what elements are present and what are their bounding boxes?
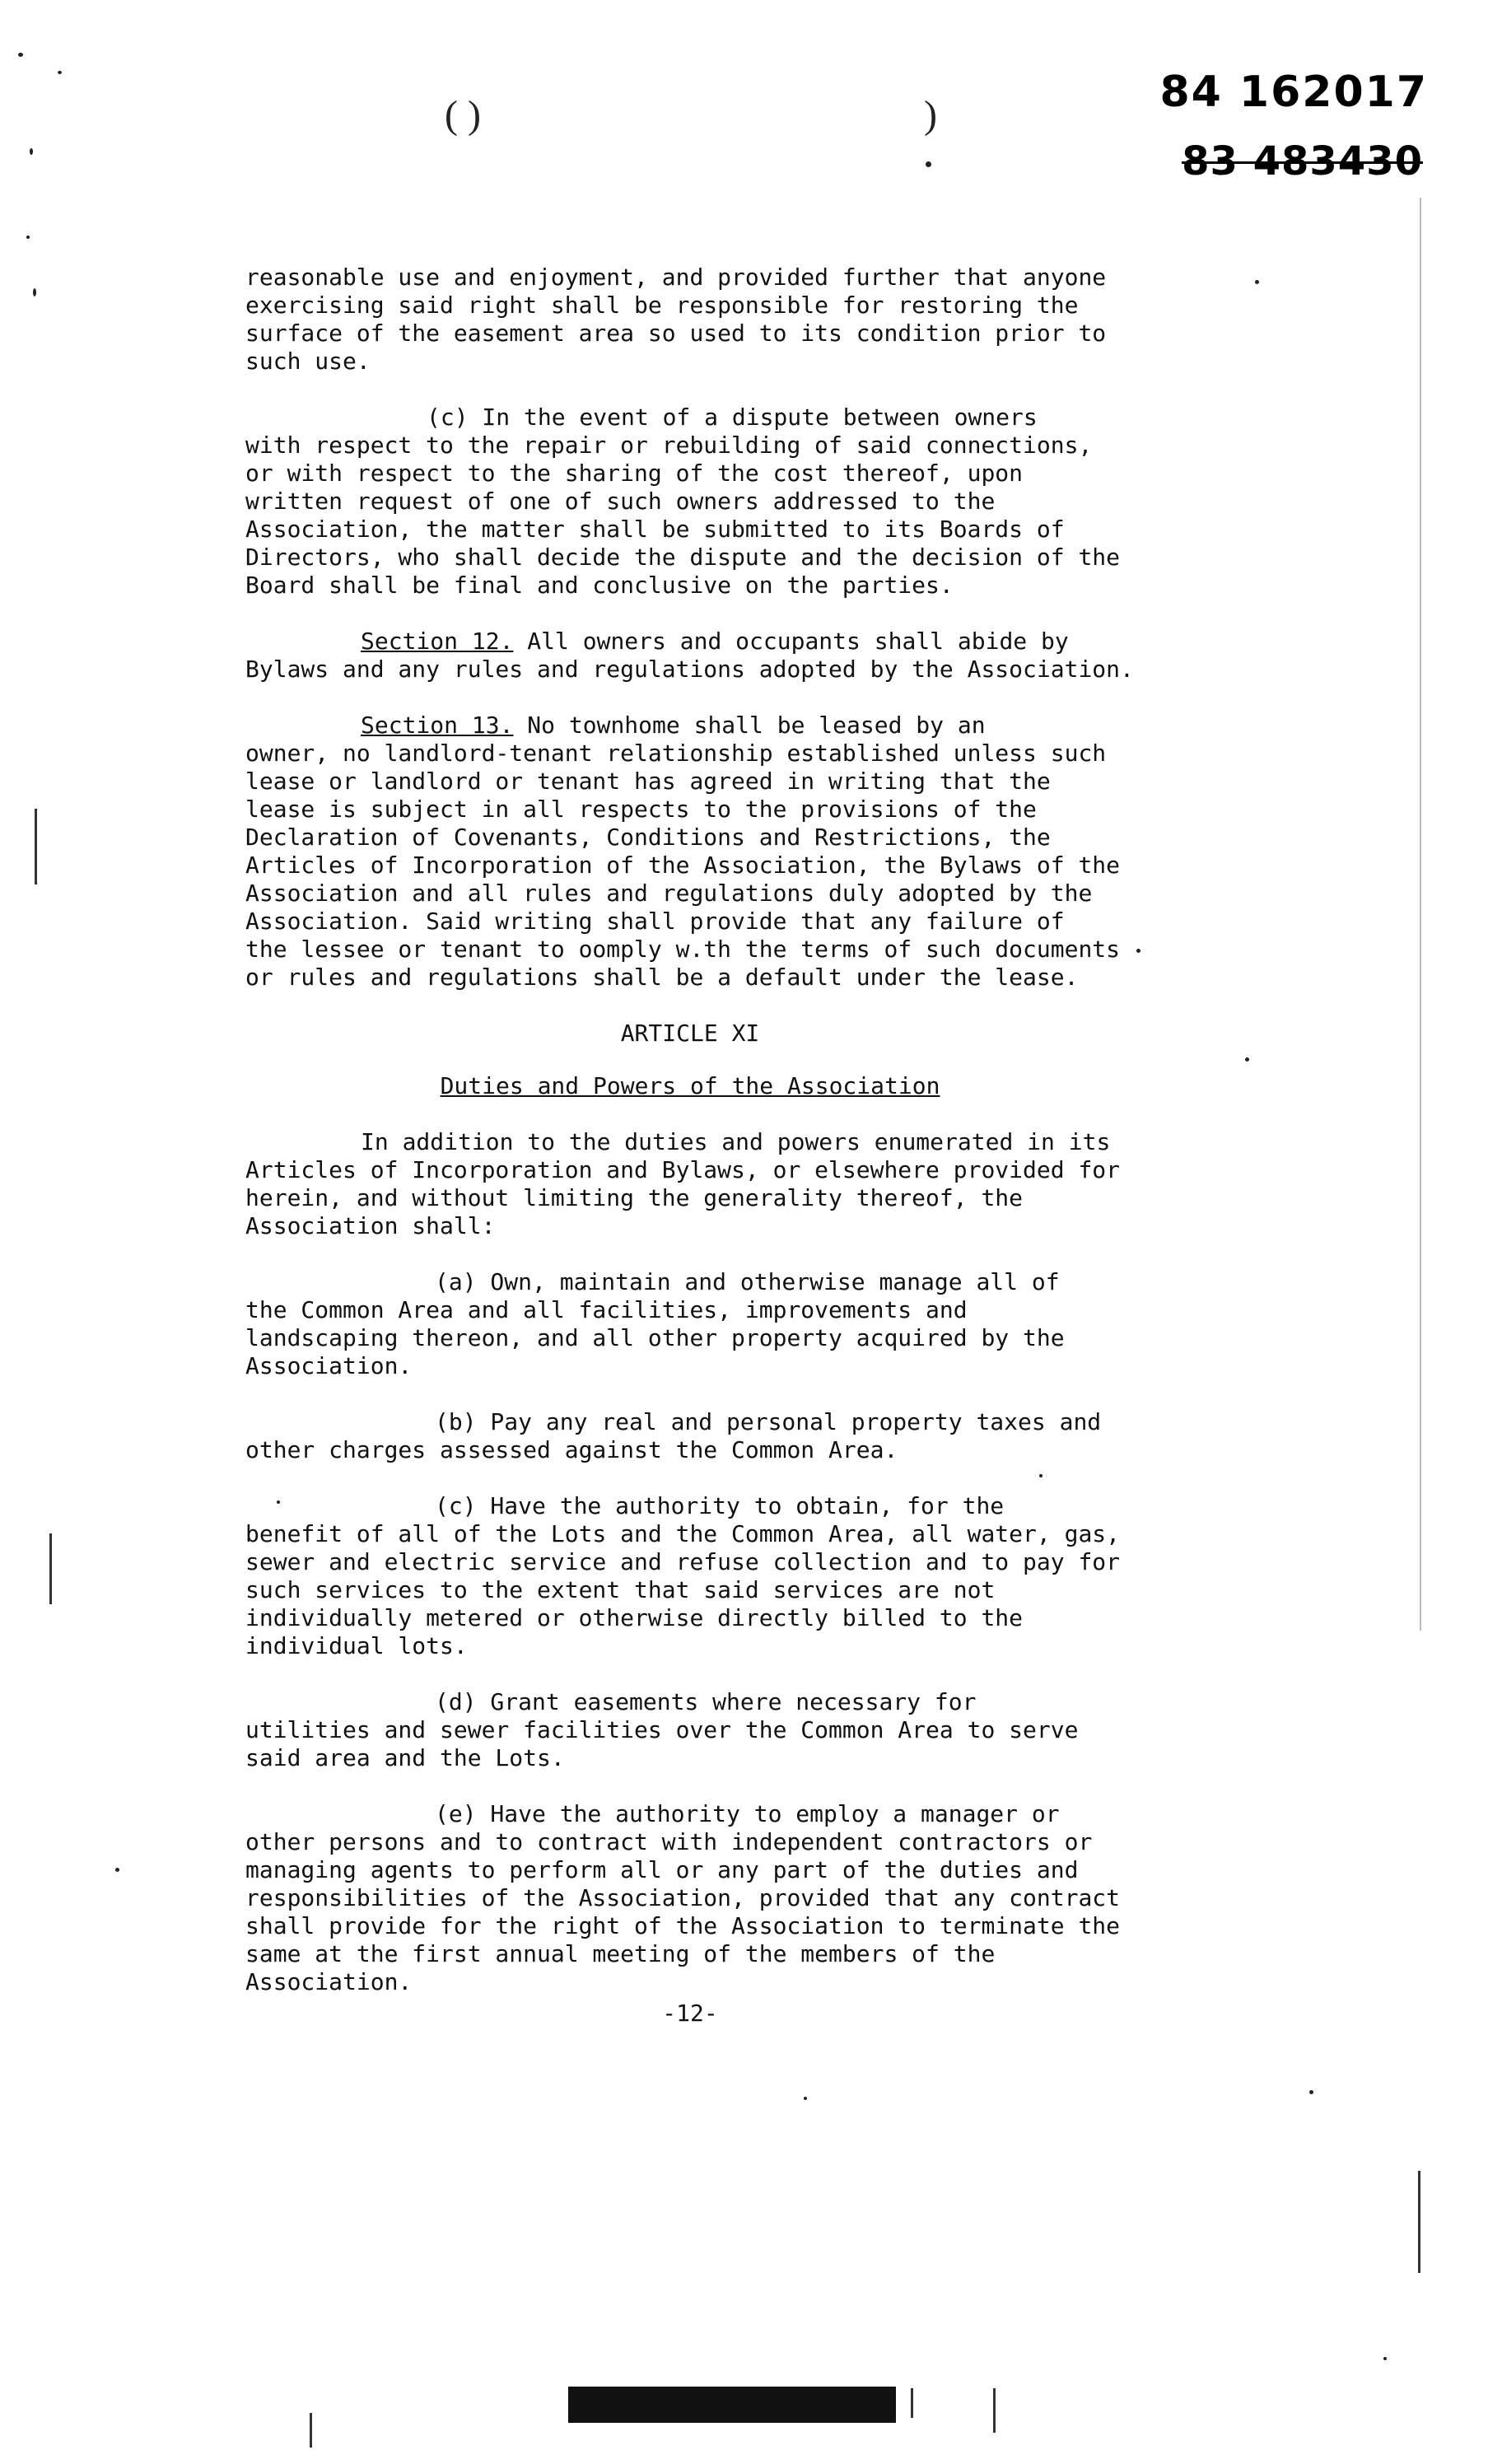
duty-e [245, 1800, 1135, 1996]
scan-speck [30, 148, 33, 155]
duty-c [245, 1492, 1135, 1660]
left-parenthesis-mark: ( ) [445, 93, 481, 137]
scan-margin-mark [310, 2413, 312, 2448]
document-number-bottom: 83 483430 [1182, 138, 1423, 184]
scan-margin-mark [35, 809, 37, 884]
scan-speck [926, 161, 931, 167]
scan-speck [33, 288, 36, 296]
article-number: ARTICLE XI [620, 1020, 760, 1047]
duty-d [245, 1688, 1135, 1772]
scan-speck [277, 1500, 280, 1504]
paragraph-continuation: reasonable use and enjoyment, and provided further that anyone exercising said right shall be responsible for restoring the surface of the easement area so used to its condition prior to such use. [245, 264, 1107, 375]
scan-speck [1309, 2090, 1313, 2094]
scan-margin-mark [1418, 2171, 1420, 2273]
document-number-top: 84 162017 [1159, 68, 1428, 117]
paragraph-c-dispute [245, 404, 1135, 600]
duty-b-text: (b) Pay any real and personal property taxes and other charges assessed against the Common Area. [245, 1408, 1102, 1463]
scan-noise-bar [568, 2387, 896, 2423]
article-intro-text: In addition to the duties and powers enumerated in its Articles of Incorporation and Bylaws, or elsewhere provided for herein, and without limiting the generality thereof, the Association shall: [245, 1128, 1121, 1239]
scan-speck [1039, 1474, 1043, 1477]
section-12 [245, 628, 1135, 684]
paragraph-c-dispute-text: (c) In the event of a dispute between owners with respect to the repair or rebuilding of said connections, or with respect to the sharing of the cost thereof, upon written request of one of such owners addressed to the Association, the matter shall be submitted to its Boards of Directors, who shall decide the dispute and the decision of the Board shall be final and conclusive on the parties. [245, 404, 1121, 599]
scan-speck [1255, 280, 1259, 284]
duty-e-text: (e) Have the authority to employ a manager or other persons and to contract with independent contractors or managing agents to perform all or any part of the duties and responsibilities of the Association, provided that any contract shall provide for the right of the Association to terminate the same at the first annual meeting of the members of the Association. [245, 1800, 1121, 1995]
page-number: -12- [662, 2000, 718, 2027]
scan-speck [1136, 949, 1140, 953]
scan-speck [804, 2097, 807, 2100]
section-12-text: All owners and occupants shall abide by Bylaws and any rules and regulations adopted by the Association. [245, 628, 1134, 683]
duty-b [245, 1408, 1135, 1464]
duty-d-text: (d) Grant easements where necessary for utilities and sewer facilities over the Common Area to serve said area and the Lots. [245, 1688, 1079, 1771]
section-13-text: No townhome shall be leased by an owner, no landlord-tenant relationship established unless such lease or landlord or tenant has agreed in writing that the lease is subject in all respects to the provisions of the Declaration of Covenants, Conditions and Restrictions, the Articles of Incorporation of the Association, the Bylaws of the Association and all rules and regulations duly adopted by the Association. Said writing shall provide that any failure of the lessee or tenant to oomply w.th the terms of such documents or rules and regulations shall be a default under the lease. [245, 712, 1121, 991]
article-intro [245, 1128, 1135, 1240]
scan-speck [26, 236, 30, 239]
scan-speck [1383, 2357, 1387, 2360]
duty-c-text: (c) Have the authority to obtain, for the benefit of all of the Lots and the Common Area, all water, gas, sewer and electric service and refuse collection and to pay for such services to the extent that said services are not individually metered or otherwise directly billed to the individual lots. [245, 1492, 1121, 1659]
scan-margin-mark [49, 1533, 52, 1604]
right-parenthesis-mark: ) [924, 93, 937, 137]
scan-margin-mark [911, 2388, 913, 2418]
scan-edge-line [1420, 198, 1421, 1631]
document-body [245, 264, 1135, 2051]
duty-a-text: (a) Own, maintain and otherwise manage all of the Common Area and all facilities, improvements and landscaping thereon, and all other property acquired by the Association. [245, 1268, 1065, 1379]
section-13-label: Section 13. [361, 712, 514, 739]
duty-a [245, 1268, 1135, 1380]
scan-speck [115, 1868, 119, 1872]
section-13 [245, 712, 1135, 992]
scan-speck [1245, 1057, 1249, 1062]
section-12-label: Section 12. [361, 628, 514, 655]
scan-speck [18, 53, 23, 57]
scan-speck [58, 71, 62, 74]
scan-margin-mark [993, 2388, 996, 2433]
article-heading: Duties and Powers of the Association [440, 1072, 940, 1099]
